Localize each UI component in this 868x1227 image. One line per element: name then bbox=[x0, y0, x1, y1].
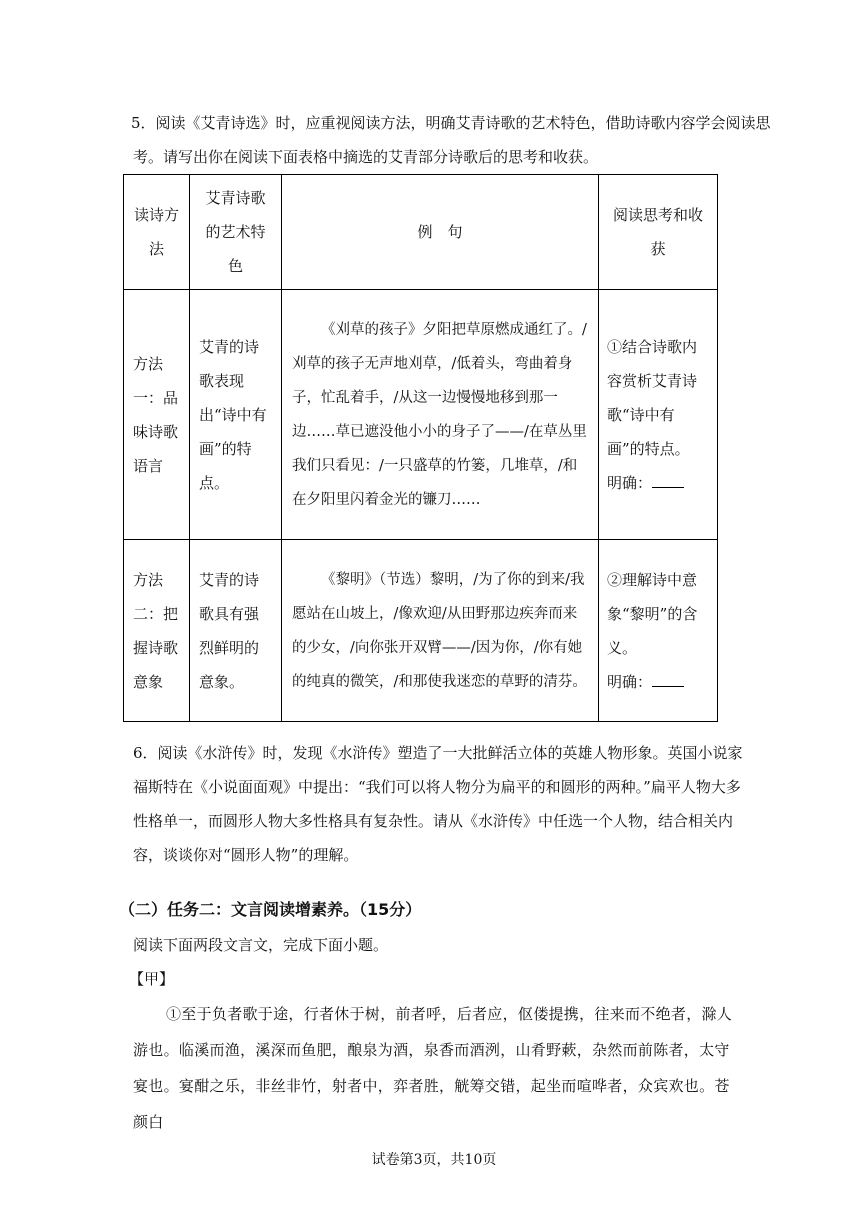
row-feature: 艾青的诗歌具有强烈鲜明的意象。 bbox=[199, 570, 260, 691]
header-example: 例 句 bbox=[417, 223, 463, 241]
question-5 bbox=[133, 106, 773, 174]
question-6 bbox=[133, 736, 743, 872]
page-footer: 试卷第3页，共10页 bbox=[371, 1152, 497, 1168]
answer-blank[interactable] bbox=[652, 473, 684, 488]
row-prompt: ②理解诗中意象“黎明”的含义。 bbox=[607, 570, 698, 657]
header-feature: 艾青诗歌的艺术特色 bbox=[205, 189, 266, 275]
table-row bbox=[124, 290, 718, 540]
table-header-row bbox=[124, 175, 718, 290]
section-intro: 阅读下面两段文言文，完成下面小题。 bbox=[133, 936, 389, 954]
header-reflection: 阅读思考和收获 bbox=[612, 206, 703, 258]
section-title: （二）任务二：文言阅读增素养。（15分） bbox=[119, 900, 422, 919]
question-6-text: 6．阅读《水浒传》时，发现《水浒传》塑造了一大批鲜活立体的英雄人物形象。英国小说家福斯特在《小说面面观》中提出：“我们可以将人物分为扁平的和圆形的两种。”扁平人物大多性格单一，而圆形人物大多性格具有复杂性。请从《水浒传》中任选一个人物，结合相关内容，谈谈你对“圆形人物”的理解。 bbox=[133, 744, 743, 864]
answer-blank[interactable] bbox=[652, 672, 684, 687]
row-answer bbox=[607, 665, 709, 699]
row-method: 方法二：把握诗歌意象 bbox=[133, 570, 179, 691]
passage-label: 【甲】 bbox=[129, 970, 175, 988]
table-row bbox=[124, 540, 718, 722]
row-example-poem: 《黎明》（节选）黎明，/为了你的到来/我愿站在山坡上，/像欢迎/从田野那边疾奔而来的少女，/向你张开双臂——/因为你，/你有她的纯真的微笑，/和那使我迷恋的草野的清芬。 bbox=[292, 571, 587, 690]
reading-methods-table bbox=[123, 174, 718, 722]
row-answer bbox=[607, 466, 709, 500]
header-method: 读诗方法 bbox=[133, 206, 179, 258]
row-prompt: ①结合诗歌内容赏析艾青诗歌“诗中有画”的特点。 bbox=[607, 337, 698, 458]
answer-label: 明确： bbox=[607, 473, 653, 492]
row-feature: 艾青的诗歌表现出“诗中有画”的特点。 bbox=[199, 337, 267, 492]
row-example-poem: 《刈草的孩子》夕阳把草原燃成通红了。/刈草的孩子无声地刈草，/低着头，弯曲着身子，忙乱着手，/从这一边慢慢地移到那一边……草已遮没他小小的身子了——/在草丛里我们只看见：/一只盛草的竹篓，几堆草，/和在夕阳里闪着金光的镰刀…… bbox=[292, 321, 587, 508]
question-5-text: 5．阅读《艾青诗选》时，应重视阅读方法，明确艾青诗歌的艺术特色，借助诗歌内容学会阅读思考。请写出你在阅读下面表格中摘选的艾青部分诗歌后的思考和收获。 bbox=[131, 114, 771, 166]
answer-label: 明确： bbox=[607, 672, 653, 691]
row-method: 方法一：品味诗歌语言 bbox=[133, 354, 179, 475]
classical-passage: ①至于负者歌于途，行者休于树，前者呼，后者应，伛偻提携，往来而不绝者，滁人游也。临溪而渔，溪深而鱼肥，酿泉为酒，泉香而酒洌，山肴野蔌，杂然而前陈者，太守宴也。宴酣之乐，非丝非竹，射者中，弈者胜，觥筹交错，起坐而喧哗者，众宾欢也。苍颜白 bbox=[133, 1005, 733, 1131]
